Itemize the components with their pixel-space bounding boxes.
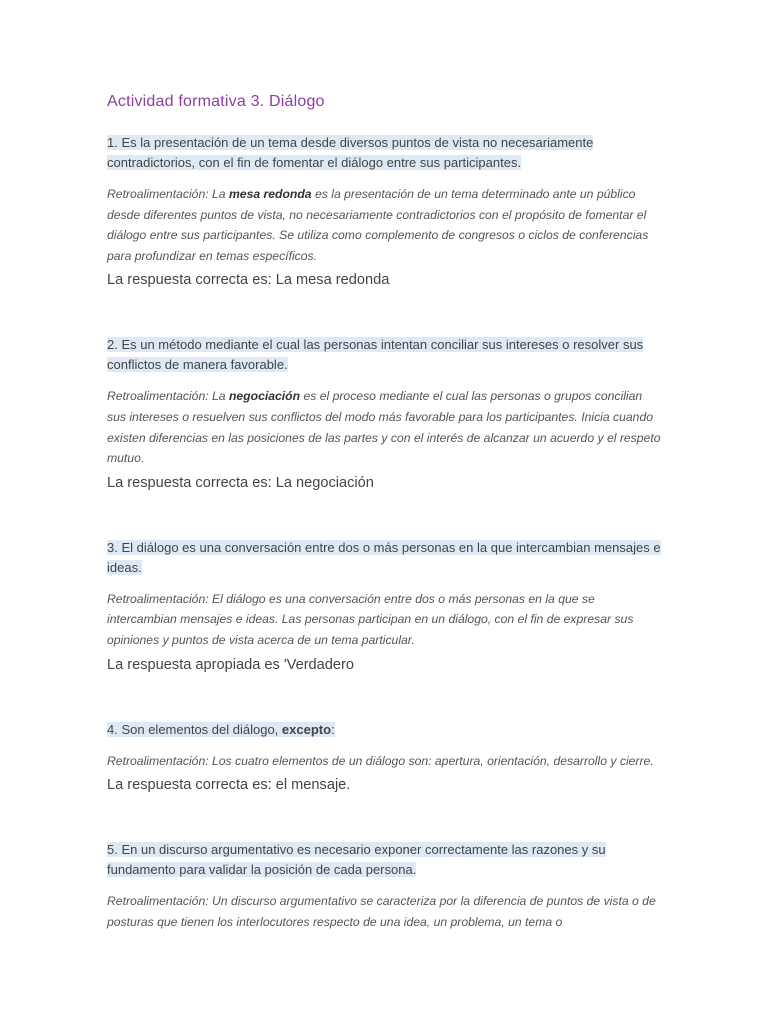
quiz-item-2 bbox=[107, 335, 661, 493]
question-2-text: 2. Es un método mediante el cual las personas intentan conciliar sus intereses o resolver sus conflictos de manera favorable. bbox=[107, 337, 644, 373]
question-4-text bbox=[107, 722, 335, 737]
feedback-1-prefix: Retroalimentación: La bbox=[107, 187, 229, 201]
quiz-item-4 bbox=[107, 720, 661, 797]
question-5-text: 5. En un discurso argumentativo es necesario exponer correctamente las razones y su fundamento para validar la posición de cada persona. bbox=[107, 842, 606, 878]
question-2 bbox=[107, 335, 661, 375]
question-4 bbox=[107, 720, 661, 740]
question-1-text: 1. Es la presentación de un tema desde diversos puntos de vista no necesariamente contradictorios, con el fin de fomentar el diálogo entre sus participantes. bbox=[107, 135, 594, 170]
quiz-item-3 bbox=[107, 538, 661, 676]
feedback-2-term: negociación bbox=[228, 389, 301, 404]
quiz-item-5 bbox=[107, 840, 661, 932]
answer-4: La respuesta correcta es: el mensaje. bbox=[107, 777, 351, 794]
question-3 bbox=[107, 538, 661, 578]
question-3-text: 3. El diálogo es una conversación entre dos o más personas en la que intercambian mensajes e ideas. bbox=[107, 539, 661, 575]
feedback-5: Retroalimentación: Un discurso argumentativo se caracteriza por la diferencia de puntos de vista o de posturas que tienen los interlocutores respecto de una idea, un problema, un tema o bbox=[107, 894, 656, 929]
question-4-suffix: : bbox=[331, 721, 335, 737]
feedback-2-rest: es el proceso mediante el cual las personas o grupos concilian sus intereses o resuelven sus conflictos del modo más favorable para los participantes. Inicia cuando existen diferencias en las posiciones de las partes y con el interés de alcanzar un acuerdo y el respeto mutuo. bbox=[107, 389, 661, 466]
feedback-1-rest: es la presentación de un tema determinado ante un público desde diferentes puntos de vista, no necesariamente contradictorios con el propósito de fomentar el diálogo entre sus participantes. Se utiliza como complemento de congresos o ciclos de conferencias para profundizar en temas específicos. bbox=[107, 187, 649, 263]
feedback-2 bbox=[107, 386, 661, 468]
feedback-2-prefix: Retroalimentación: La bbox=[107, 389, 229, 404]
quiz-item-1 bbox=[107, 133, 661, 291]
question-1 bbox=[107, 133, 661, 173]
feedback-1-term: mesa redonda bbox=[228, 187, 312, 201]
answer-1: La respuesta correcta es: La mesa redonda bbox=[107, 272, 390, 289]
question-4-emphasis: excepto bbox=[281, 721, 332, 737]
feedback-4: Retroalimentación: Los cuatro elementos de un diálogo son: apertura, orientación, desarrollo y cierre. bbox=[107, 753, 654, 768]
answer-3: La respuesta apropiada es 'Verdadero bbox=[107, 656, 355, 673]
answer-2: La respuesta correcta es: La negociación bbox=[107, 474, 374, 491]
page-title: Actividad formativa 3. Diálogo bbox=[107, 93, 325, 110]
feedback-3: Retroalimentación: El diálogo es una conversación entre dos o más personas en la que se intercambian mensajes e ideas. Las personas participan en un diálogo, con el fin de expresar sus opiniones y puntos de vista acerca de un tema particular. bbox=[107, 591, 634, 647]
question-4-prefix: 4. Son elementos del diálogo, bbox=[107, 721, 282, 737]
question-5 bbox=[107, 840, 661, 880]
feedback-1 bbox=[107, 184, 661, 266]
